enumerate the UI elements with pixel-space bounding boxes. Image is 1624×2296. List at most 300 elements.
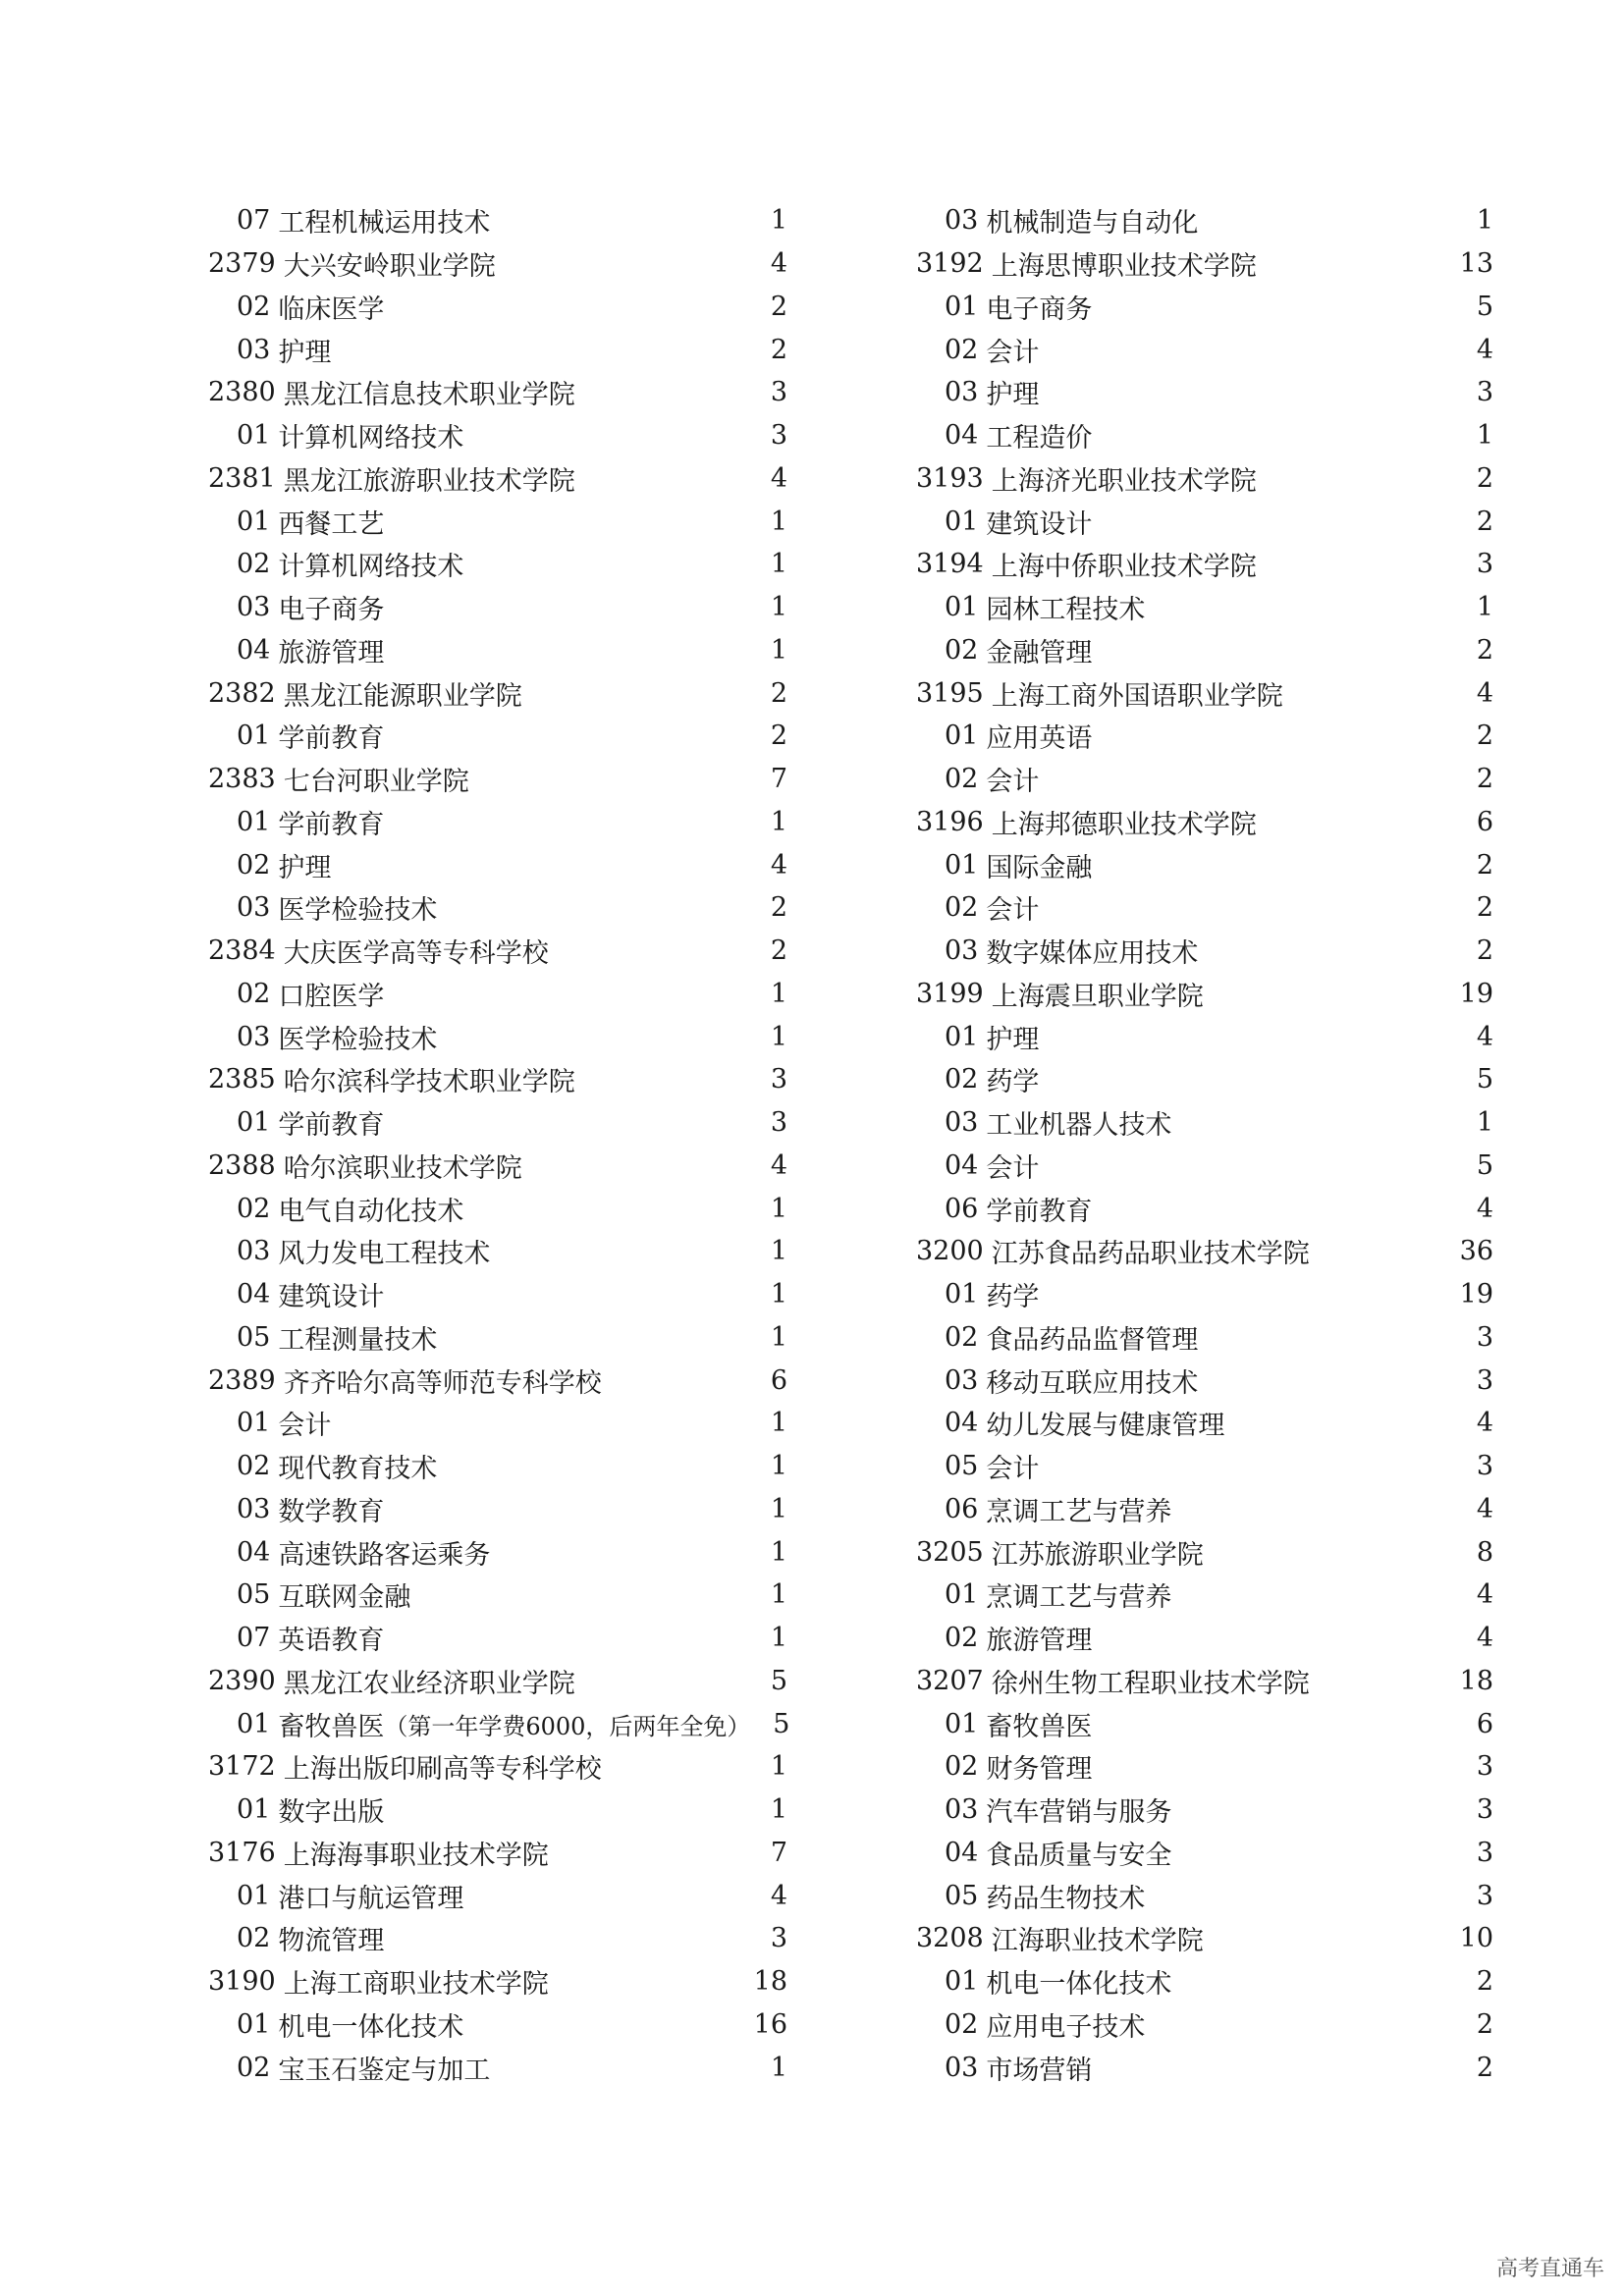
program-code: 03 xyxy=(945,1107,979,1139)
school-row xyxy=(916,671,1493,715)
program-code: 01 xyxy=(237,420,271,452)
program-name: 医学检验技术 xyxy=(278,895,438,927)
school-name: 哈尔滨科学技术职业学院 xyxy=(283,1067,575,1098)
program-name: 机电一体化技术 xyxy=(986,1969,1172,2001)
school-code: 3172 xyxy=(208,1751,276,1783)
school-name: 上海工商外国语职业学院 xyxy=(991,680,1283,712)
program-code: 03 xyxy=(945,205,979,237)
program-code: 04 xyxy=(945,1149,979,1181)
program-row xyxy=(208,973,787,1016)
school-label xyxy=(916,674,1283,713)
program-label xyxy=(208,1190,463,1228)
program-name: 会计 xyxy=(278,1411,332,1442)
program-label xyxy=(916,1834,1171,1872)
program-row xyxy=(208,801,787,844)
enrollment-count: 2 xyxy=(770,935,787,967)
program-row xyxy=(208,1917,787,1960)
program-name: 旅游管理 xyxy=(278,637,385,668)
school-label xyxy=(916,1662,1310,1700)
program-name: 工程造价 xyxy=(986,423,1093,454)
program-code: 01 xyxy=(945,1579,979,1611)
program-code: 04 xyxy=(237,1536,271,1568)
enrollment-count: 10 xyxy=(1459,1923,1493,1954)
school-name: 徐州生物工程职业技术学院 xyxy=(991,1668,1310,1699)
school-name: 黑龙江信息技术职业学院 xyxy=(283,380,575,411)
program-label xyxy=(208,888,437,927)
enrollment-count: 3 xyxy=(770,1923,787,1954)
school-label xyxy=(916,975,1204,1013)
school-code: 2389 xyxy=(208,1364,276,1396)
enrollment-count: 18 xyxy=(1459,1665,1493,1696)
program-row xyxy=(208,629,787,672)
enrollment-count: 3 xyxy=(1476,377,1493,408)
program-name: 财务管理 xyxy=(986,1754,1093,1786)
enrollment-count: 1 xyxy=(1476,1107,1493,1139)
program-row xyxy=(916,1789,1493,1832)
program-code: 03 xyxy=(945,1364,979,1396)
program-code: 03 xyxy=(237,1236,271,1267)
program-label xyxy=(208,588,384,626)
program-name: 计算机网络技术 xyxy=(278,423,464,454)
school-row xyxy=(916,1660,1493,1703)
enrollment-count: 19 xyxy=(1459,978,1493,1009)
program-code: 05 xyxy=(237,1579,271,1611)
program-code: 02 xyxy=(237,849,271,881)
school-name: 上海工商职业技术学院 xyxy=(283,1969,549,2001)
school-label xyxy=(208,1747,602,1786)
program-row xyxy=(916,1702,1493,1745)
program-code: 01 xyxy=(237,806,271,837)
program-code: 03 xyxy=(237,892,271,924)
enrollment-count: 36 xyxy=(1459,1236,1493,1267)
enrollment-count: 3 xyxy=(1476,1837,1493,1868)
program-code: 01 xyxy=(237,2008,271,2040)
school-label xyxy=(916,1533,1204,1572)
program-row xyxy=(208,1187,787,1230)
program-code: 03 xyxy=(945,1794,979,1826)
school-code: 3196 xyxy=(916,806,984,837)
program-name: 机械制造与自动化 xyxy=(986,208,1199,240)
enrollment-count: 1 xyxy=(770,1236,787,1267)
enrollment-count: 1 xyxy=(770,634,787,666)
program-code: 02 xyxy=(945,1321,979,1353)
school-name: 江苏食品药品职业技术学院 xyxy=(991,1239,1310,1270)
enrollment-count: 1 xyxy=(770,978,787,1009)
program-label xyxy=(916,503,1092,541)
program-code: 01 xyxy=(945,1966,979,1998)
program-label xyxy=(208,803,384,841)
program-name: 建筑设计 xyxy=(986,508,1093,540)
school-name: 齐齐哈尔高等师范专科学校 xyxy=(283,1367,602,1399)
school-row xyxy=(916,801,1493,844)
school-code: 3192 xyxy=(916,248,984,280)
program-code: 01 xyxy=(945,592,979,623)
program-row xyxy=(916,2046,1493,2089)
program-row xyxy=(916,1617,1493,1660)
program-label xyxy=(916,1103,1171,1142)
school-code: 3195 xyxy=(916,677,984,709)
program-label xyxy=(916,1018,1039,1056)
school-name: 大庆医学高等专科学校 xyxy=(283,938,549,970)
enrollment-count: 1 xyxy=(770,506,787,537)
program-code: 02 xyxy=(237,1193,271,1224)
program-name: 互联网金融 xyxy=(278,1582,411,1614)
school-row xyxy=(208,242,787,286)
program-code: 01 xyxy=(237,1794,271,1826)
program-code: 01 xyxy=(945,849,979,881)
program-label xyxy=(916,1362,1198,1400)
program-label xyxy=(916,1747,1092,1786)
program-name: 建筑设计 xyxy=(278,1282,385,1313)
program-code: 02 xyxy=(945,892,979,924)
enrollment-count: 1 xyxy=(770,806,787,837)
school-row xyxy=(208,1745,787,1789)
program-row xyxy=(916,1574,1493,1617)
program-label xyxy=(916,1060,1039,1098)
school-label xyxy=(916,545,1257,583)
program-name: 工程测量技术 xyxy=(278,1324,438,1356)
program-row xyxy=(916,1101,1493,1145)
school-label xyxy=(208,932,549,970)
enrollment-count: 5 xyxy=(770,1665,787,1696)
school-row xyxy=(208,758,787,801)
school-row xyxy=(208,1660,787,1703)
program-name: 计算机网络技术 xyxy=(278,552,464,583)
program-row xyxy=(208,715,787,758)
program-row xyxy=(208,286,787,329)
program-label xyxy=(916,2005,1145,2044)
program-name: 数学教育 xyxy=(278,1496,385,1527)
enrollment-count: 1 xyxy=(1476,420,1493,452)
school-label xyxy=(208,760,469,798)
program-name: 学前教育 xyxy=(278,809,385,840)
school-label xyxy=(916,1232,1310,1270)
program-label xyxy=(208,1619,384,1657)
program-name: 畜牧兽医 xyxy=(278,1711,385,1742)
enrollment-count: 1 xyxy=(770,592,787,623)
program-label xyxy=(916,1404,1224,1442)
enrollment-count: 4 xyxy=(770,1149,787,1181)
enrollment-count: 4 xyxy=(1476,1493,1493,1524)
program-code: 02 xyxy=(945,1064,979,1095)
school-label xyxy=(208,674,522,713)
program-label xyxy=(208,1705,750,1743)
program-row xyxy=(916,1745,1493,1789)
program-name: 电子商务 xyxy=(278,595,385,626)
school-name: 大兴安岭职业学院 xyxy=(283,251,496,283)
program-code: 04 xyxy=(945,420,979,452)
program-label xyxy=(916,1619,1092,1657)
enrollment-count: 1 xyxy=(770,1021,787,1052)
enrollment-count: 2 xyxy=(1476,634,1493,666)
program-label xyxy=(916,1190,1092,1228)
enrollment-count: 2 xyxy=(770,334,787,365)
program-row xyxy=(916,758,1493,801)
enrollment-count: 4 xyxy=(1476,1193,1493,1224)
enrollment-count: 2 xyxy=(1476,935,1493,967)
school-label xyxy=(208,373,575,411)
school-label xyxy=(916,1919,1204,1957)
enrollment-count: 1 xyxy=(770,1536,787,1568)
program-code: 02 xyxy=(945,334,979,365)
enrollment-count: 13 xyxy=(1459,248,1493,280)
program-row xyxy=(916,1359,1493,1402)
program-label xyxy=(916,331,1039,369)
enrollment-count: 2 xyxy=(1476,721,1493,752)
program-row xyxy=(208,1445,787,1488)
enrollment-count: 2 xyxy=(770,721,787,752)
program-label xyxy=(208,1232,490,1270)
program-row xyxy=(916,586,1493,629)
enrollment-count: 2 xyxy=(1476,2052,1493,2083)
school-name: 哈尔滨职业技术学院 xyxy=(283,1152,522,1184)
enrollment-count: 4 xyxy=(1476,1408,1493,1439)
enrollment-count: 1 xyxy=(770,1794,787,1826)
enrollment-count: 4 xyxy=(1476,1623,1493,1654)
program-row xyxy=(916,1874,1493,1917)
school-name: 黑龙江旅游职业技术学院 xyxy=(283,465,575,497)
enrollment-count: 1 xyxy=(770,2052,787,2083)
program-label xyxy=(208,545,463,583)
program-label xyxy=(208,288,384,326)
enrollment-count: 2 xyxy=(1476,1966,1493,1998)
school-label xyxy=(208,1662,575,1700)
program-label xyxy=(916,201,1198,240)
program-note: （第一年学费6000，后两年全免） xyxy=(384,1712,751,1740)
program-code: 07 xyxy=(237,1623,271,1654)
program-label xyxy=(916,1490,1171,1528)
program-name: 旅游管理 xyxy=(986,1626,1093,1657)
school-name: 江海职业技术学院 xyxy=(991,1926,1204,1957)
program-row xyxy=(208,1702,790,1745)
school-label xyxy=(916,803,1257,841)
program-label xyxy=(208,975,384,1013)
program-code: 02 xyxy=(237,1923,271,1954)
school-row xyxy=(208,1058,787,1101)
enrollment-count: 1 xyxy=(770,205,787,237)
program-name: 药学 xyxy=(986,1282,1040,1313)
enrollment-count: 4 xyxy=(1476,1021,1493,1052)
program-label xyxy=(208,846,331,884)
school-label xyxy=(208,1962,549,2001)
program-row xyxy=(916,1273,1493,1316)
enrollment-count: 5 xyxy=(1476,1149,1493,1181)
program-label xyxy=(916,1447,1039,1485)
program-label xyxy=(208,1533,490,1572)
enrollment-count: 5 xyxy=(1476,1064,1493,1095)
enrollment-count: 1 xyxy=(770,1279,787,1310)
program-label xyxy=(916,288,1092,326)
enrollment-count: 2 xyxy=(1476,892,1493,924)
program-label xyxy=(208,1790,384,1829)
school-name: 上海邦德职业技术学院 xyxy=(991,809,1257,840)
enrollment-count: 2 xyxy=(1476,849,1493,881)
school-code: 2382 xyxy=(208,677,276,709)
school-row xyxy=(916,242,1493,286)
program-name: 学前教育 xyxy=(278,1110,385,1142)
enrollment-count: 2 xyxy=(770,677,787,709)
enrollment-count: 2 xyxy=(770,291,787,322)
enrollment-count: 4 xyxy=(770,849,787,881)
school-code: 3199 xyxy=(916,978,984,1009)
program-name: 会计 xyxy=(986,337,1040,368)
school-name: 上海震旦职业学院 xyxy=(991,981,1204,1012)
program-row xyxy=(916,1832,1493,1875)
program-name: 畜牧兽医 xyxy=(986,1711,1093,1742)
school-row xyxy=(208,371,787,414)
program-name: 护理 xyxy=(986,1024,1040,1055)
school-label xyxy=(208,1060,575,1098)
program-label xyxy=(916,588,1145,626)
enrollment-count: 19 xyxy=(1459,1279,1493,1310)
enrollment-count: 2 xyxy=(1476,764,1493,795)
program-row xyxy=(208,1789,787,1832)
program-row xyxy=(916,2003,1493,2047)
enrollment-count: 1 xyxy=(770,1408,787,1439)
program-name: 园林工程技术 xyxy=(986,595,1146,626)
program-code: 04 xyxy=(945,1837,979,1868)
program-row xyxy=(916,1402,1493,1445)
school-label xyxy=(208,1834,549,1872)
program-name: 学前教育 xyxy=(278,723,385,755)
program-name: 学前教育 xyxy=(986,1196,1093,1227)
program-row xyxy=(208,886,787,930)
school-name: 黑龙江农业经济职业学院 xyxy=(283,1668,575,1699)
enrollment-count: 3 xyxy=(1476,1321,1493,1353)
program-row xyxy=(208,1230,787,1273)
enrollment-count: 3 xyxy=(770,1064,787,1095)
program-row xyxy=(208,1574,787,1617)
program-row xyxy=(916,930,1493,973)
enrollment-count: 5 xyxy=(773,1708,790,1739)
program-code: 03 xyxy=(237,1021,271,1052)
left-column xyxy=(208,199,790,2089)
program-name: 机电一体化技术 xyxy=(278,2011,464,2043)
enrollment-count: 2 xyxy=(770,892,787,924)
enrollment-count: 3 xyxy=(1476,1451,1493,1482)
program-row xyxy=(916,843,1493,886)
enrollment-count: 5 xyxy=(1476,291,1493,322)
program-name: 会计 xyxy=(986,1152,1040,1184)
program-name: 会计 xyxy=(986,1454,1040,1485)
program-label xyxy=(916,1705,1092,1743)
enrollment-count: 8 xyxy=(1476,1536,1493,1568)
school-row xyxy=(208,1960,787,2003)
program-label xyxy=(208,1490,384,1528)
program-code: 02 xyxy=(237,549,271,580)
program-code: 01 xyxy=(237,1408,271,1439)
school-code: 2380 xyxy=(208,377,276,408)
enrollment-count: 1 xyxy=(770,1623,787,1654)
program-name: 护理 xyxy=(278,337,332,368)
school-name: 上海中侨职业技术学院 xyxy=(991,552,1257,583)
school-code: 2381 xyxy=(208,462,276,494)
program-label xyxy=(208,1447,437,1485)
school-name: 上海济光职业技术学院 xyxy=(991,465,1257,497)
program-code: 06 xyxy=(945,1193,979,1224)
school-code: 3194 xyxy=(916,549,984,580)
enrollment-count: 7 xyxy=(770,1837,787,1868)
enrollment-count: 2 xyxy=(1476,506,1493,537)
program-row xyxy=(916,715,1493,758)
program-label xyxy=(916,1275,1039,1313)
program-name: 应用电子技术 xyxy=(986,2011,1146,2043)
program-row xyxy=(208,543,787,586)
school-name: 黑龙江能源职业学院 xyxy=(283,680,522,712)
program-label xyxy=(916,932,1198,970)
enrollment-count: 16 xyxy=(753,2008,787,2040)
school-row xyxy=(208,930,787,973)
school-row xyxy=(916,543,1493,586)
program-code: 03 xyxy=(237,334,271,365)
school-row xyxy=(916,1530,1493,1574)
program-label xyxy=(916,631,1092,669)
program-row xyxy=(208,1488,787,1531)
program-label xyxy=(208,1877,463,1915)
school-row xyxy=(916,973,1493,1016)
program-code: 02 xyxy=(237,291,271,322)
right-column xyxy=(916,199,1493,2089)
program-code: 04 xyxy=(237,634,271,666)
program-code: 05 xyxy=(237,1321,271,1353)
program-row xyxy=(916,500,1493,543)
program-name: 市场营销 xyxy=(986,2055,1093,2086)
school-row xyxy=(208,671,787,715)
program-label xyxy=(916,1877,1145,1915)
program-row xyxy=(208,199,787,242)
program-name: 风力发电工程技术 xyxy=(278,1239,491,1270)
program-code: 04 xyxy=(945,1408,979,1439)
school-name: 上海出版印刷高等专科学校 xyxy=(283,1754,602,1786)
program-label xyxy=(916,846,1092,884)
school-code: 3205 xyxy=(916,1536,984,1568)
program-code: 03 xyxy=(237,592,271,623)
enrollment-count: 4 xyxy=(770,1880,787,1911)
enrollment-count: 2 xyxy=(1476,462,1493,494)
school-row xyxy=(208,1359,787,1402)
program-label xyxy=(916,1575,1171,1614)
program-name: 会计 xyxy=(986,767,1040,798)
program-code: 02 xyxy=(237,1451,271,1482)
program-row xyxy=(916,1445,1493,1488)
program-label xyxy=(208,416,463,454)
program-label xyxy=(916,416,1092,454)
program-row xyxy=(208,328,787,371)
program-name: 电子商务 xyxy=(986,294,1093,325)
school-row xyxy=(208,1145,787,1188)
school-label xyxy=(208,459,575,498)
program-name: 现代教育技术 xyxy=(278,1454,438,1485)
enrollment-count: 1 xyxy=(1476,205,1493,237)
enrollment-count: 1 xyxy=(770,1493,787,1524)
school-label xyxy=(916,244,1257,283)
program-name: 药学 xyxy=(986,1067,1040,1098)
program-name: 临床医学 xyxy=(278,294,385,325)
program-row xyxy=(208,414,787,457)
program-code: 02 xyxy=(945,764,979,795)
program-code: 02 xyxy=(237,2052,271,2083)
enrollment-count: 3 xyxy=(770,1107,787,1139)
program-label xyxy=(208,1318,437,1357)
program-label xyxy=(916,2049,1092,2087)
program-row xyxy=(916,1058,1493,1101)
program-row xyxy=(208,1402,787,1445)
program-row xyxy=(208,2003,787,2047)
school-label xyxy=(208,244,496,283)
enrollment-count: 6 xyxy=(1476,1708,1493,1739)
program-label xyxy=(208,201,490,240)
program-code: 02 xyxy=(945,1623,979,1654)
